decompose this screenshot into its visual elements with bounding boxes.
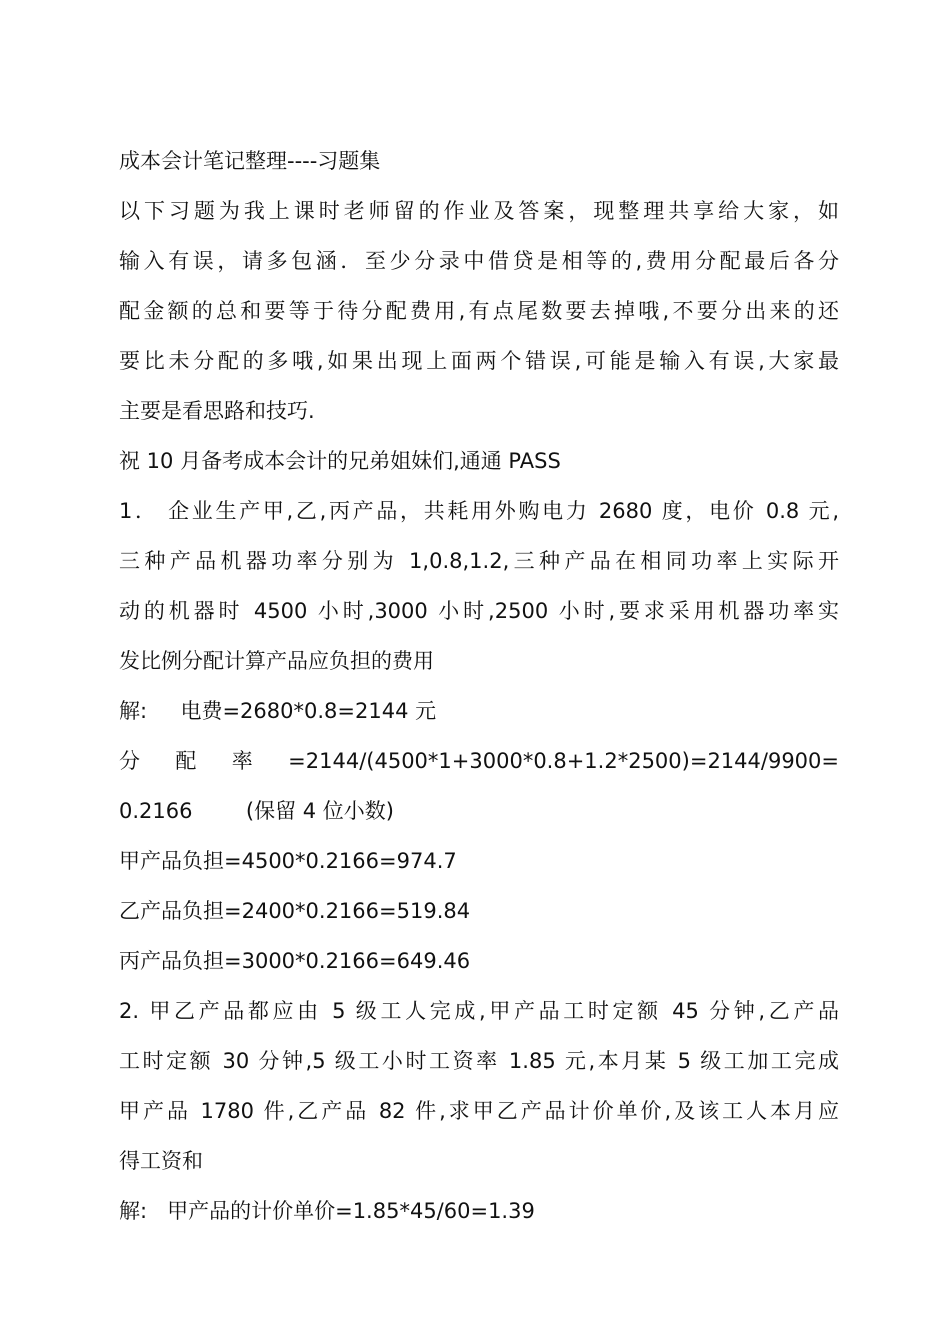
question-1-line: 1． 企业生产甲,乙,丙产品，共耗用外购电力 2680 度，电价 0.8 元, [119, 499, 839, 523]
document-title: 成本会计笔记整理----习题集 [119, 149, 381, 173]
answer-1-line: 甲产品负担=4500*0.2166=974.7 [119, 849, 457, 873]
answer-1-line: 解: 电费=2680*0.8=2144 元 [119, 699, 437, 723]
document-body [119, 136, 839, 1236]
intro-line: 以下习题为我上课时老师留的作业及答案，现整理共享给大家，如 [119, 199, 839, 223]
question-2-line: 工时定额 30 分钟,5 级工小时工资率 1.85 元,本月某 5 级工加工完成 [119, 1049, 839, 1073]
intro-line: 配金额的总和要等于待分配费用,有点尾数要去掉哦,不要分出来的还 [119, 299, 839, 323]
wish-line: 祝 10 月备考成本会计的兄弟姐妹们,通通 PASS [119, 449, 561, 473]
question-1-line: 动的机器时 4500 小时,3000 小时,2500 小时,要求采用机器功率实 [119, 599, 839, 623]
answer-1-line: 分 配 率 =2144/(4500*1+3000*0.8+1.2*2500)=2144/9900= [119, 749, 839, 773]
question-2-line: 得工资和 [119, 1149, 203, 1173]
answer-2-line: 解: 甲产品的计价单价=1.85*45/60=1.39 [119, 1199, 535, 1223]
answer-1-line: 乙产品负担=2400*0.2166=519.84 [119, 899, 471, 923]
question-2-line: 甲产品 1780 件,乙产品 82 件,求甲乙产品计价单价,及该工人本月应 [119, 1099, 839, 1123]
answer-1-line: 丙产品负担=3000*0.2166=649.46 [119, 949, 471, 973]
answer-1-line: 0.2166 (保留 4 位小数) [119, 799, 394, 823]
question-1-line: 发比例分配计算产品应负担的费用 [119, 649, 434, 673]
question-2-line: 2. 甲乙产品都应由 5 级工人完成,甲产品工时定额 45 分钟,乙产品 [119, 999, 839, 1023]
intro-line: 要比未分配的多哦,如果出现上面两个错误,可能是输入有误,大家最 [119, 349, 839, 373]
question-1-line: 三种产品机器功率分别为 1,0.8,1.2,三种产品在相同功率上实际开 [119, 549, 839, 573]
intro-line: 输入有误，请多包涵．至少分录中借贷是相等的,费用分配最后各分 [119, 249, 839, 273]
intro-line: 主要是看思路和技巧. [119, 399, 315, 423]
